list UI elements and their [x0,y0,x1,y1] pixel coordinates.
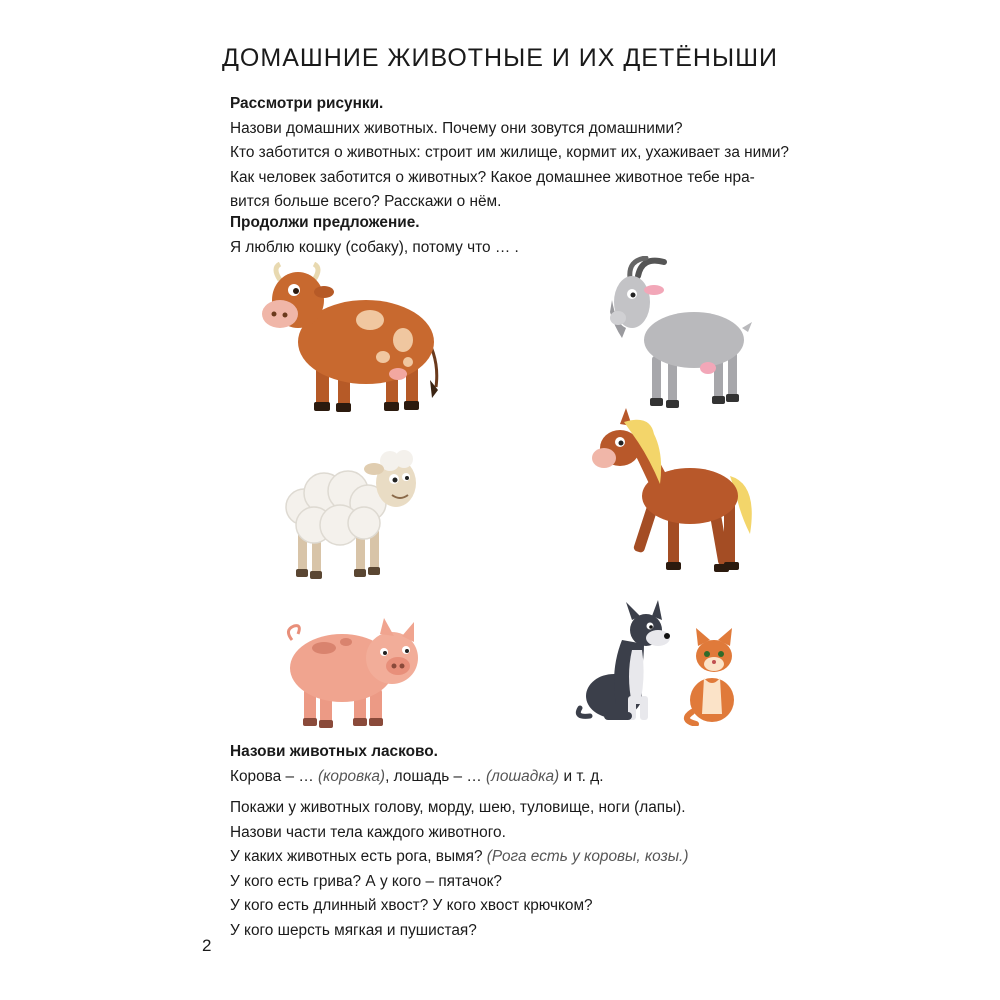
dog-illustration [574,600,674,726]
question-line: У кого есть грива? А у кого – пятачок? [230,872,502,890]
section-body-parts [230,796,820,943]
sheep-illustration [284,445,424,581]
question-line: Назови части тела каждого животного. [230,823,506,841]
text-segment: Корова – … [230,767,318,785]
text-segment: У каких животных есть рога, вымя? [230,848,487,865]
question-line [230,845,820,870]
section-look-at-pictures [230,92,820,215]
cat-illustration [682,628,742,726]
section-heading: Назови животных ласково. [230,743,438,760]
answer-hint: (коровка) [318,767,386,785]
question-line: Назови домашних животных. Почему они зовутся домашними? [230,119,683,137]
question-line: вится больше всего? Расскажи о нём. [230,193,502,210]
goat-illustration [602,256,754,412]
section-heading: Рассмотри рисунки. [230,95,384,112]
question-line: Кто заботится о животных: строит им жилище, кормит их, ухаживает за ними? [230,144,789,161]
example-line [230,765,820,790]
answer-hint: (лошадка) [486,767,560,785]
page-title: ДОМАШНИЕ ЖИВОТНЫЕ И ИХ ДЕТЁНЫШИ [222,44,778,72]
question-line: У кого есть длинный хвост? У кого хвост крючком? [230,897,593,914]
question-line: Покажи у животных голову, морду, шею, туловище, ноги (лапы). [230,799,686,816]
answer-hint: (Рога есть у коровы, козы.) [486,848,689,865]
section-heading: Продолжи предложение. [230,214,420,231]
text-segment: , лошадь – … [385,767,487,785]
page-number: 2 [202,936,212,955]
cow-illustration [258,262,450,420]
section-name-affectionately [230,740,820,789]
question-line: Как человек заботится о животных? Какое домашнее животное тебе нра- [230,168,755,186]
text-segment: и т. д. [559,767,604,785]
section-continue-sentence [230,211,820,260]
pig-illustration [284,614,424,732]
question-line: У кого шерсть мягкая и пушистая? [230,921,477,939]
horse-illustration [590,404,762,580]
sentence-line: Я люблю кошку (собаку), потому что … . [230,238,519,256]
